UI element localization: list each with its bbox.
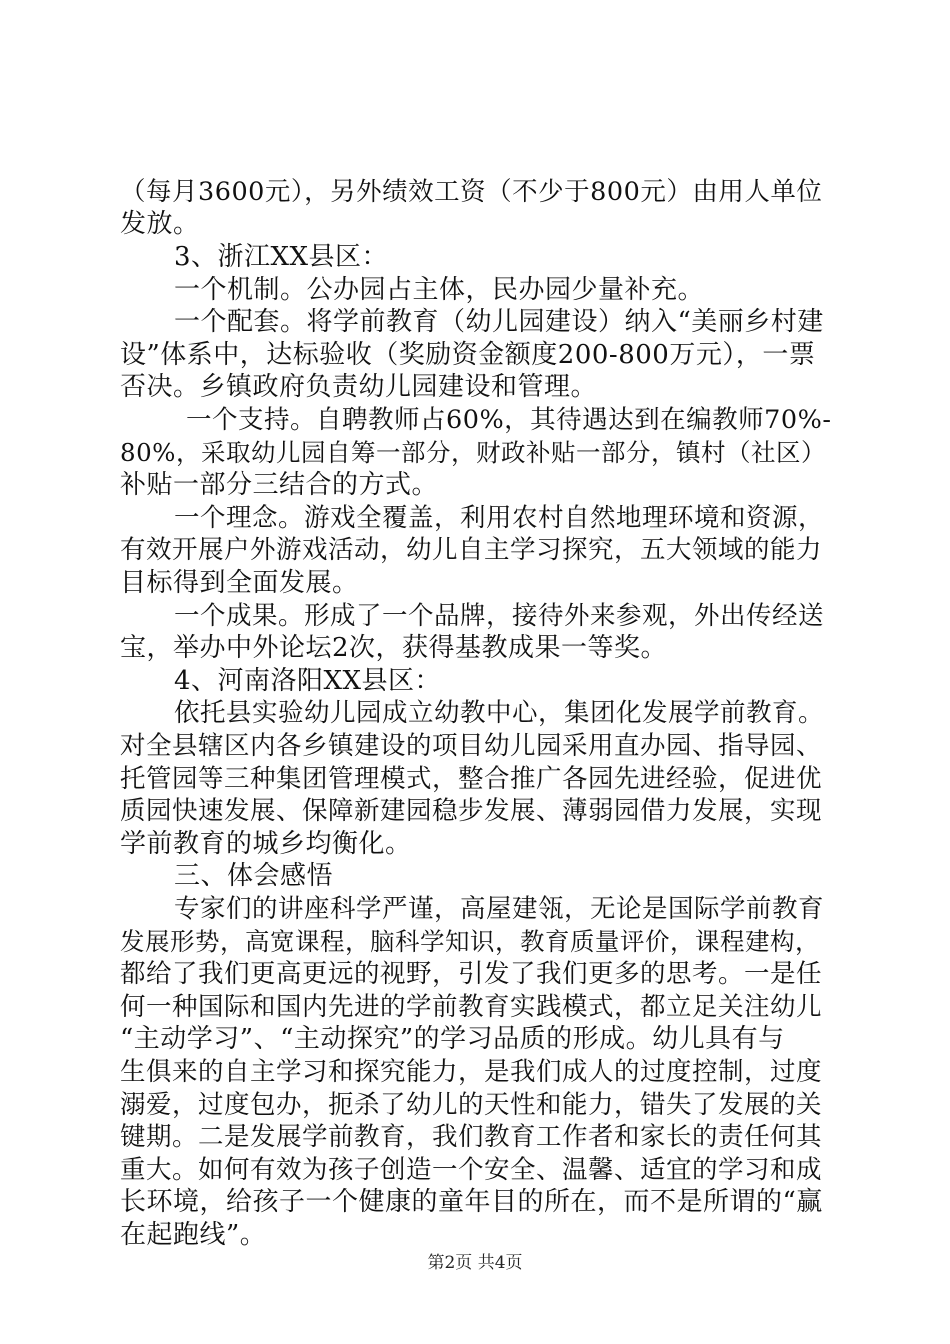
text-line: 补贴一部分三结合的方式。 bbox=[120, 470, 439, 500]
text-line: 宝，举办中外论坛2次，获得基教成果一等奖。 bbox=[120, 633, 668, 663]
text-line: 一个支持。自聘教师占60%，其待遇达到在编教师70%- bbox=[186, 405, 832, 435]
text-line: （每月3600元），另外绩效工资（不少于800元）由用人单位 bbox=[120, 177, 823, 207]
text-line: 有效开展户外游戏活动，幼儿自主学习探究，五大领域的能力 bbox=[120, 535, 823, 565]
text-line: 对全县辖区内各乡镇建设的项目幼儿园采用直办园、指导园、 bbox=[120, 731, 823, 761]
text-line: 质园快速发展、保障新建园稳步发展、薄弱园借力发展，实现 bbox=[120, 796, 823, 826]
text-line: 依托县实验幼儿园成立幼教中心，集团化发展学前教育。 bbox=[174, 698, 825, 728]
text-line: 重大。如何有效为孩子创造一个安全、温馨、适宜的学习和成 bbox=[120, 1155, 823, 1185]
text-line: 生俱来的自主学习和探究能力，是我们成人的过度控制，过度 bbox=[120, 1057, 823, 1087]
page-number-footer: 第2页 共4页 bbox=[427, 1253, 523, 1273]
text-line: 都给了我们更高更远的视野，引发了我们更多的思考。一是任 bbox=[120, 959, 823, 989]
text-line: 一个机制。公办园占主体，民办园少量补充。 bbox=[174, 275, 705, 305]
section-heading: 4、河南洛阳XX县区： bbox=[174, 666, 442, 696]
text-line: 一个理念。游戏全覆盖，利用农村自然地理环境和资源， bbox=[174, 503, 825, 533]
text-line: 何一种国际和国内先进的学前教育实践模式，都立足关注幼儿 bbox=[120, 992, 823, 1022]
text-line: 在起跑线”。 bbox=[120, 1220, 267, 1250]
text-line: 长环境，给孩子一个健康的童年目的所在，而不是所谓的“赢 bbox=[120, 1187, 823, 1217]
text-line: 学前教育的城乡均衡化。 bbox=[120, 829, 412, 859]
text-line: 键期。二是发展学前教育，我们教育工作者和家长的责任何其 bbox=[120, 1122, 823, 1152]
text-line: “主动学习”、“主动探究”的学习品质的形成。幼儿具有与 bbox=[120, 1024, 785, 1054]
text-line: 设”体系中，达标验收（奖励资金额度200-800万元），一票 bbox=[120, 340, 816, 370]
text-line: 目标得到全面发展。 bbox=[120, 568, 359, 598]
section-heading: 3、浙江XX县区： bbox=[174, 242, 389, 272]
text-line: 溺爱，过度包办，扼杀了幼儿的天性和能力，错失了发展的关 bbox=[120, 1090, 823, 1120]
text-line: 一个成果。形成了一个品牌，接待外来参观，外出传经送 bbox=[174, 601, 825, 631]
text-line: 发放。 bbox=[120, 209, 200, 239]
text-line: 80%，采取幼儿园自筹一部分，财政补贴一部分，镇村（社区） bbox=[120, 438, 826, 467]
text-line: 发展形势，高宽课程，脑科学知识，教育质量评价，课程建构， bbox=[120, 927, 820, 956]
text-line: 一个配套。将学前教育（幼儿园建设）纳入“美丽乡村建 bbox=[174, 307, 824, 337]
section-heading: 三、体会感悟 bbox=[174, 861, 334, 891]
text-line: 否决。乡镇政府负责幼儿园建设和管理。 bbox=[120, 372, 598, 402]
text-line: 托管园等三种集团管理模式，整合推广各园先进经验，促进优 bbox=[120, 764, 823, 794]
text-line: 专家们的讲座科学严谨，高屋建瓴，无论是国际学前教育 bbox=[174, 894, 825, 924]
